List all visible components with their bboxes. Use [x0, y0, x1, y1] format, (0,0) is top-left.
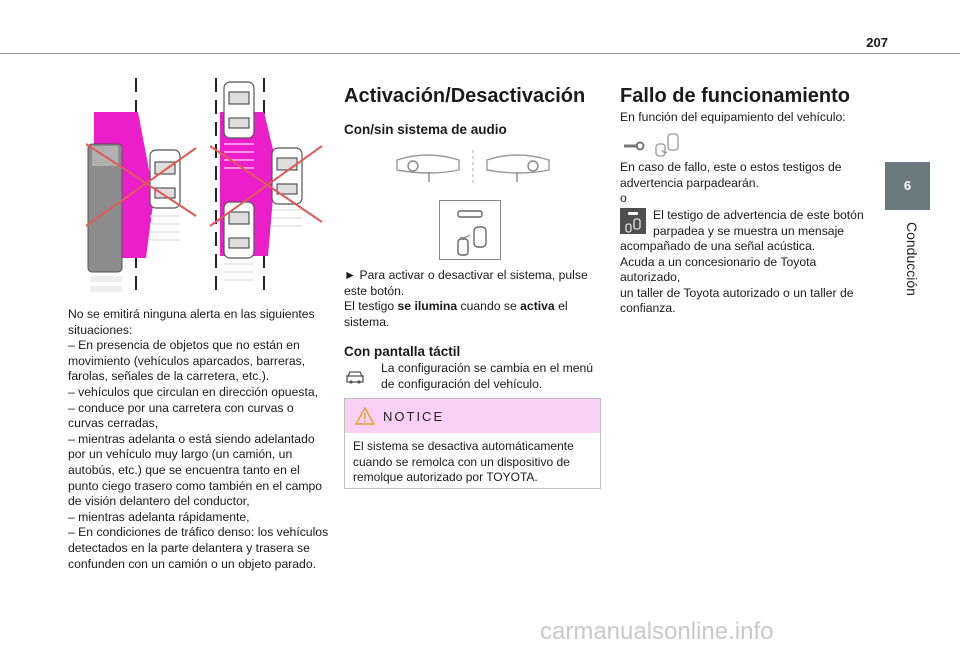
watermark: carmanualsonline.info [540, 618, 774, 645]
line: situaciones: [68, 322, 133, 337]
line: – En condiciones de tráfico denso: los vehículos [68, 525, 329, 540]
line: curvas cerradas, [68, 416, 159, 431]
notice-body [345, 433, 600, 486]
emphasis: se ilumina [397, 299, 458, 314]
touchscreen-text [381, 361, 601, 392]
line: autobús, etc.) que se encuentra tanto en el [68, 462, 300, 477]
line: un taller de Toyota autorizado o un taller de [620, 285, 854, 300]
line: de configuración del vehículo. [381, 376, 543, 391]
line: por un vehículo muy largo (un camión, un [68, 447, 293, 462]
wrench-icon [624, 143, 644, 150]
line: sistema. [344, 314, 390, 329]
text: El testigo [344, 299, 398, 314]
mirror-icons [393, 148, 553, 186]
line: El sistema se desactiva automáticamente [353, 439, 574, 453]
line: El testigo de advertencia de este botón [653, 208, 864, 222]
line: punto ciego trasero como también en el campo [68, 478, 323, 493]
blind-spot-warning-icon [656, 134, 678, 156]
line: – vehículos que circulan en dirección opuesta, [68, 384, 318, 399]
fault-text-a [620, 160, 870, 207]
blind-spot-exceptions-illustration [86, 76, 331, 301]
line: – mientras adelanta rápidamente, [68, 509, 250, 524]
line: Acuda a un concesionario de Toyota autorizado, [620, 254, 817, 285]
chapter-tab[interactable]: 6 [885, 162, 930, 210]
header-rule [0, 53, 960, 54]
line: farolas, señales de la carretera, etc.). [68, 369, 270, 384]
line: ► Para activar o desactivar el sistema, pulse [344, 268, 588, 282]
line: advertencia parpadearán. [620, 175, 759, 190]
text: el [554, 299, 568, 314]
line: – conduce por una carretera con curvas o [68, 400, 294, 415]
line: de visión delantero del conductor, [68, 494, 250, 509]
fault-intro: En función del equipamiento del vehículo: [620, 110, 846, 124]
section-title-fault: Fallo de funcionamiento [620, 85, 851, 107]
subsection-touchscreen: Con pantalla táctil [344, 344, 461, 359]
notice-box [344, 398, 601, 489]
line: confianza. [620, 301, 676, 316]
line: este botón. [344, 283, 405, 298]
line: confunden con un camión o un objeto parado. [68, 556, 316, 571]
activation-text [344, 268, 600, 330]
chapter-label: Conducción [904, 222, 920, 296]
fault-warning-icons [620, 132, 690, 158]
emphasis: activa [520, 299, 555, 314]
section-title: Activación/Desactivación [344, 85, 586, 107]
line: – En presencia de objetos que no están en [68, 338, 300, 353]
line [344, 299, 600, 315]
line: detectados en la parte delantera y trasera se [68, 540, 310, 555]
page-number: 207 [866, 35, 888, 50]
line: acompañado de una señal acústica. [620, 239, 816, 253]
blind-spot-button-icon [439, 200, 501, 260]
notice-title: NOTICE [383, 408, 445, 424]
line: En caso de fallo, este o estos testigos de [620, 160, 842, 174]
line: No se emitirá ninguna alerta en las siguientes [68, 307, 315, 321]
line: cuando se remolca con un dispositivo de [353, 454, 570, 469]
line: movimiento (vehículos aparcados, barreras, [68, 353, 306, 368]
fault-warning-text [653, 208, 870, 239]
line: remolque autorizado por TOYOTA. [353, 470, 538, 484]
car-settings-icon [344, 366, 366, 386]
blind-spot-button-warning-icon [620, 208, 646, 234]
fault-text-b [620, 239, 870, 317]
line: o [620, 191, 627, 206]
text: cuando se [457, 299, 521, 314]
line: – mientras adelanta o está siendo adelantado [68, 431, 315, 446]
exceptions-text [68, 307, 338, 572]
notice-header [345, 399, 600, 433]
warning-triangle-icon [355, 407, 375, 425]
subsection-audio: Con/sin sistema de audio [344, 122, 507, 137]
line: parpadea y se muestra un mensaje [653, 223, 845, 238]
line: La configuración se cambia en el menú [381, 361, 594, 375]
